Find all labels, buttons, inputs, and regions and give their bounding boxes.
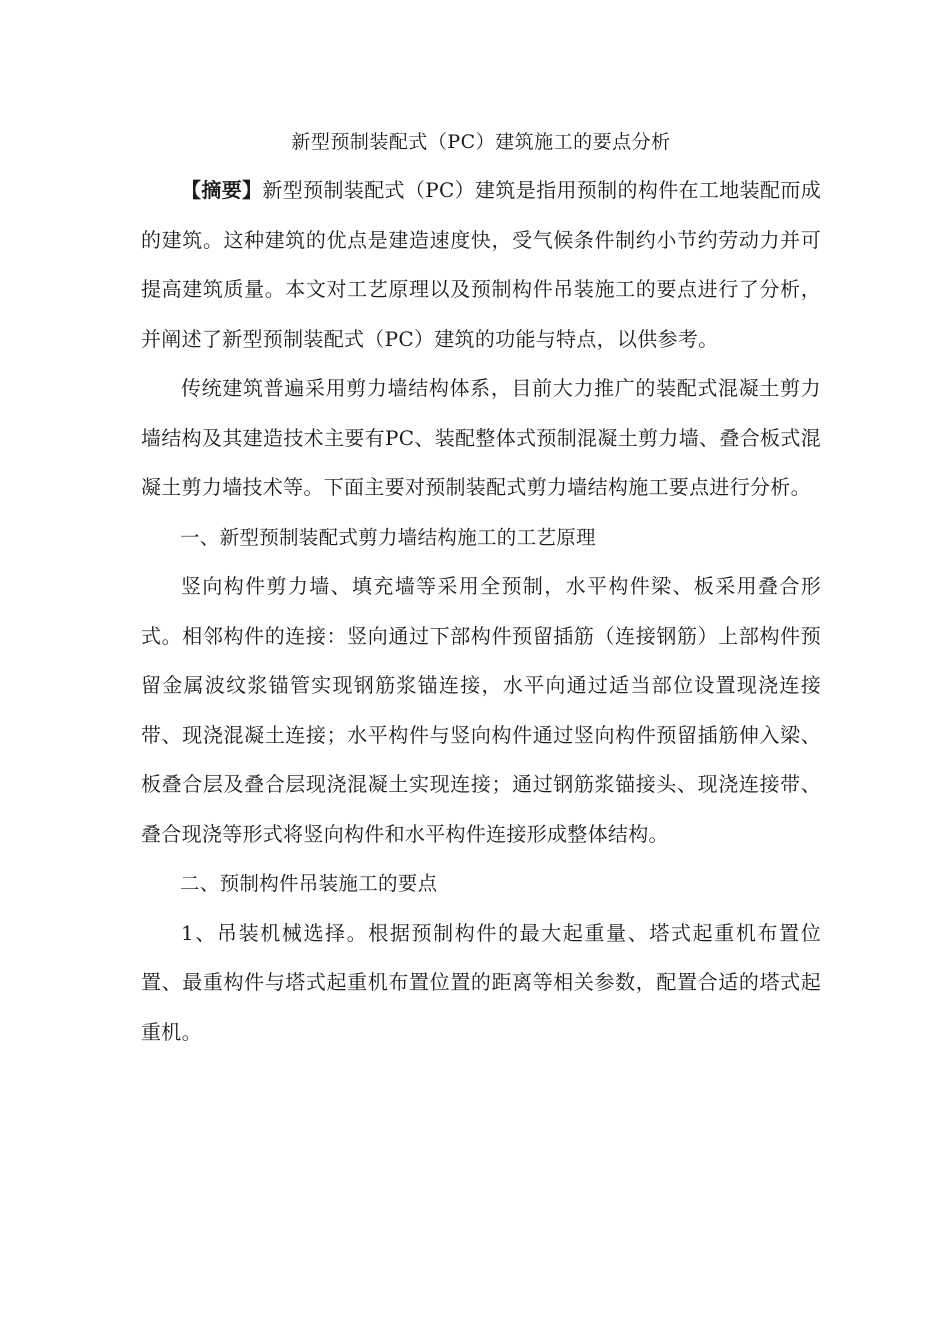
abstract-text: 新型预制装配式（PC）建筑是指用预制的构件在工地装配而成的建筑。这种建筑的优点是建造速度快，受气候条件制约小节约劳动力并可提高建筑质量。本文对工艺原理以及预制构件吊装施工的要点进行了分析，并阐述了新型预制装配式（PC）建筑的功能与特点，以供参考。 bbox=[141, 178, 821, 351]
body-paragraph: 传统建筑普遍采用剪力墙结构体系，目前大力推广的装配式混凝土剪力墙结构及其建造技术主要有PC、装配整体式预制混凝土剪力墙、叠合板式混凝土剪力墙技术等。下面主要对预制装配式剪力墙结构施工要点进行分析。 bbox=[141, 376, 821, 499]
abstract-label: 【摘要】 bbox=[181, 178, 263, 202]
body-paragraph: 1、吊装机械选择。根据预制构件的最大起重量、塔式起重机布置位置、最重构件与塔式起重机布置位置的距离等相关参数，配置合适的塔式起重机。 bbox=[141, 920, 821, 1044]
section-heading-1: 一、新型预制装配式剪力墙结构施工的工艺原理 bbox=[180, 525, 596, 549]
document-title: 新型预制装配式（PC）建筑施工的要点分析 bbox=[291, 131, 671, 153]
abstract-paragraph bbox=[141, 166, 821, 364]
document-body bbox=[141, 118, 821, 1057]
body-paragraph: 竖向构件剪力墙、填充墙等采用全预制，水平构件梁、板采用叠合形式。相邻构件的连接：竖向通过下部构件预留插筋（连接钢筋）上部构件预留金属波纹浆锚管实现钢筋浆锚连接，水平向通过适当部位设置现浇连接带、现浇混凝土连接；水平构件与竖向构件通过竖向构件预留插筋伸入梁、板叠合层及叠合层现浇混凝土实现连接；通过钢筋浆锚接头、现浇连接带、叠合现浇等形式将竖向构件和水平构件连接形成整体结构。 bbox=[141, 574, 821, 846]
section-heading-2: 二、预制构件吊装施工的要点 bbox=[180, 872, 438, 895]
